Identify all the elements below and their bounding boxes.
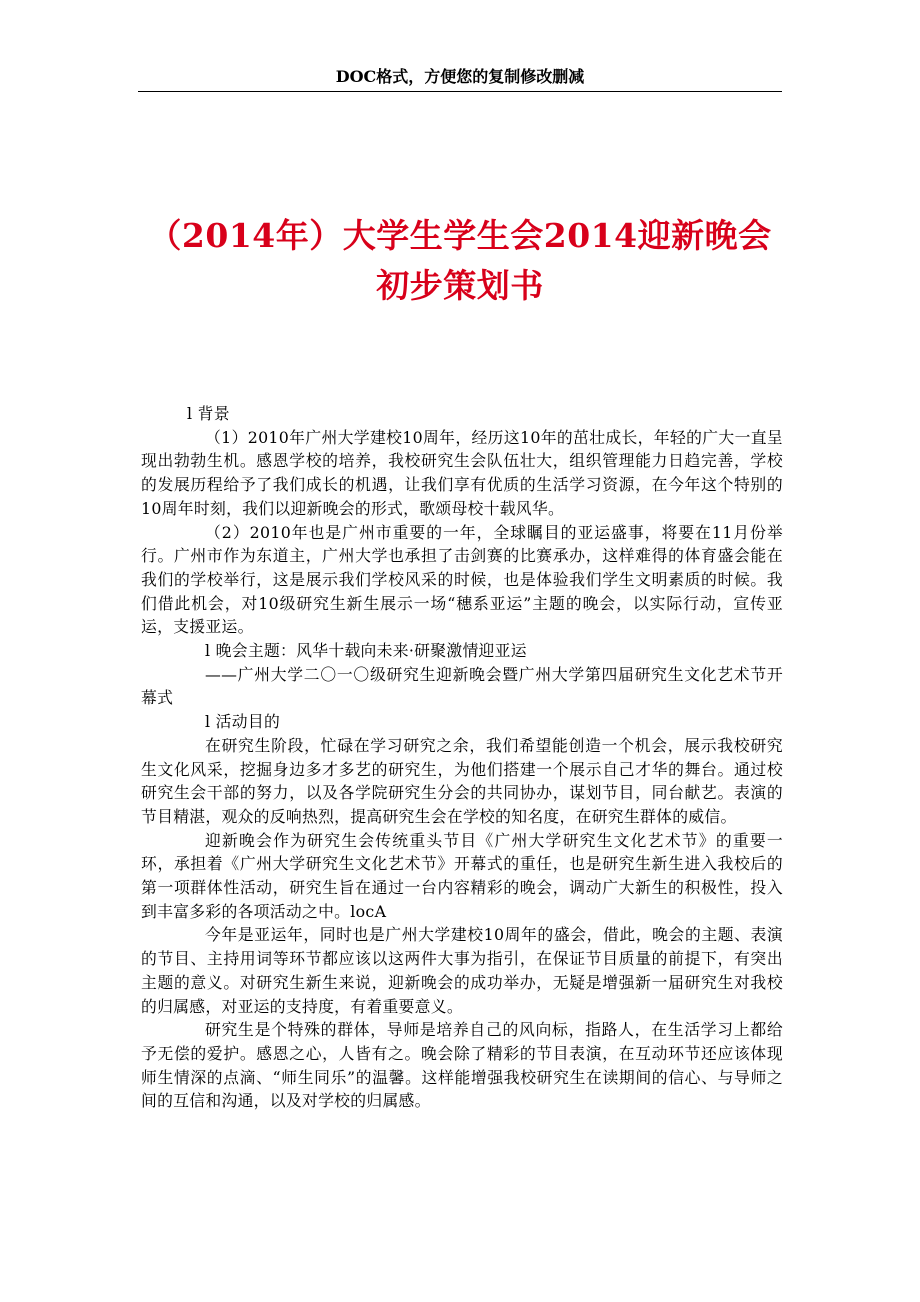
theme-subtitle: ——广州大学二〇一〇级研究生迎新晚会暨广州大学第四届研究生文化艺术节开幕式 <box>141 664 783 708</box>
section-heading-theme: l 晚会主题：风华十载向未来·研聚激情迎亚运 <box>205 641 527 661</box>
page-header: DOC格式，方便您的复制修改删减 <box>335 67 585 86</box>
paragraph: 研究生是个特殊的群体，导师是培养自己的风向标，指路人，在生活学习上都给予无偿的爱护。感恩之心，人皆有之。晚会除了精彩的节目表演，在互动环节还应该体现师生情深的点滴、“师生同乐”的温馨。这样能增强我校研究生在读期间的信心、与导师之间的互信和沟通，以及对学校的归属感。 <box>141 1020 783 1111</box>
document-title: （2014年）大学生学生会2014迎新晚会初步策划书 <box>148 216 772 305</box>
paragraph: 迎新晚会作为研究生会传统重头节目《广州大学研究生文化艺术节》的重要一环，承担着《广州大学研究生文化艺术节》开幕式的重任，也是研究生新生进入我校后的第一项群体性活动，研究生旨在通过一台内容精彩的晚会，调动广大新生的积极性，投入到丰富多彩的各项活动之中。locA <box>141 830 783 921</box>
paragraph: （1）2010年广州大学建校10周年，经历这10年的茁壮成长，年轻的广大一直呈现出勃勃生机。感恩学校的培养，我校研究生会队伍壮大，组织管理能力日趋完善，学校的发展历程给予了我们成长的机遇，让我们享有优质的生活学习资源，在今年这个特别的10周年时刻，我们以迎新晚会的形式，歌颂母校十载风华。 <box>141 427 783 518</box>
paragraph: 今年是亚运年，同时也是广州大学建校10周年的盛会，借此，晚会的主题、表演的节目、主持用词等环节都应该以这两件大事为指引，在保证节目质量的前提下，有突出主题的意义。对研究生新生来说，迎新晚会的成功举办，无疑是增强新一届研究生对我校的归属感，对亚运的支持度，有着重要意义。 <box>141 925 783 1016</box>
paragraph: 在研究生阶段，忙碌在学习研究之余，我们希望能创造一个机会，展示我校研究生文化风采，挖掘身边多才多艺的研究生，为他们搭建一个展示自己才华的舞台。通过校研究生会干部的努力，以及各学院研究生分会的共同协办，谋划节目，同台献艺。表演的节目精湛，观众的反响热烈，提高研究生会在学校的知名度，在研究生群体的威信。 <box>141 735 783 826</box>
paragraph: （2）2010年也是广州市重要的一年，全球瞩目的亚运盛事，将要在11月份举行。广州市作为东道主，广州大学也承担了击剑赛的比赛承办，这样难得的体育盛会能在我们的学校举行，这是展示我们学校风采的时候，也是体验我们学生文明素质的时候。我们借此机会，对10级研究生新生展示一场“穗系亚运”主题的晚会，以实际行动，宣传亚运，支援亚运。 <box>141 522 783 637</box>
section-heading-purpose: l 活动目的 <box>205 712 281 732</box>
section-heading-background: l 背景 <box>187 404 230 423</box>
document-body <box>141 402 783 1113</box>
header-divider <box>138 91 782 92</box>
